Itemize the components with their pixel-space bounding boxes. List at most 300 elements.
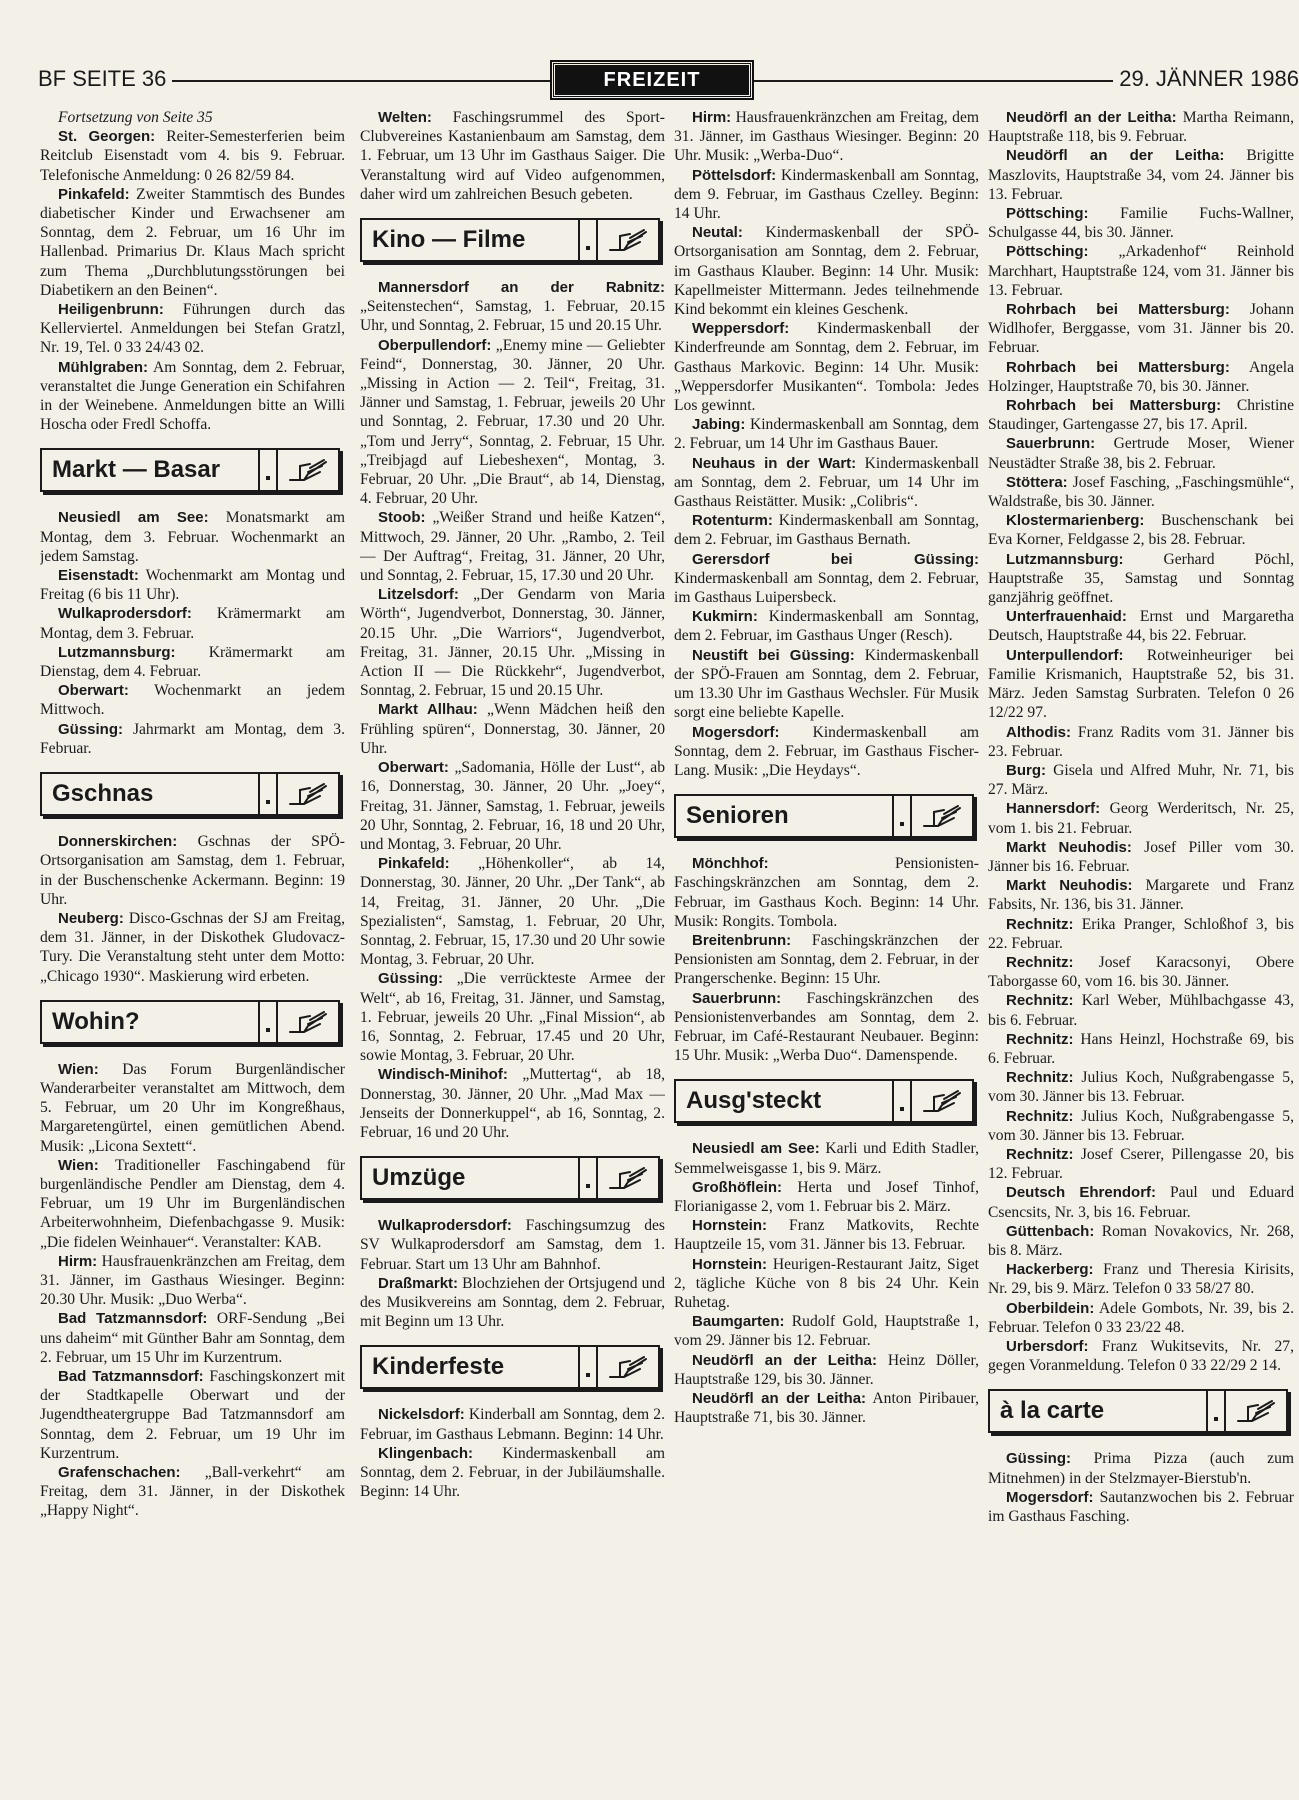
listing-place: Baumgarten: [692,1313,785,1331]
listing-place: Pöttelsdorf: [692,166,777,184]
column-1 [40,108,345,1788]
listing-text: Hans Heinzl, Hochstraße 69, bis 6. Februar. [988,1030,1294,1067]
pointing-hand-icon [598,1347,658,1387]
listing-text: „Höhenkoller“, ab 14, Donnerstag, 30. Jänner, 20 Uhr. „Der Tank“, ab 14, Freitag, 31. Jänner, 20 Uhr. „Die Spezialisten“, Samstag, 1. Februar, 20 Uhr, Sonntag, 2. Februar, 15, 17.30 und 20 Uhr sowie Montag, 3. Februar, 20 Uhr. [360,855,665,969]
listing-place: Stöttera: [1006,473,1068,491]
listing-text: „Seitenstechen“, Samstag, 1. Februar, 20.15 Uhr, und Sonntag, 2. Februar, 15 und 20.15 Uhr. [360,298,665,335]
listing-place: Güssing: [378,970,444,988]
listing-entry [360,758,665,854]
listing-entry [674,607,979,645]
listing-entry [360,700,665,758]
listing-entry [360,1216,665,1274]
box-divider [580,220,598,260]
listing-text: Heinz Döller, Hauptstraße 129, bis 30. Jänner. [674,1351,979,1388]
listing-entry [40,1252,345,1310]
listing-place: Deutsch Ehrendorf: [1006,1184,1157,1202]
pointing-hand-icon [598,1158,658,1198]
listing-entry [988,108,1294,146]
listing-entry [674,989,979,1066]
listing-place: St. Georgen: [58,128,156,146]
listing-entry [988,396,1294,434]
listing-entry [988,1183,1294,1221]
listing-place: Neudörfl an der Leitha: [692,1389,867,1407]
listing-entry [40,681,345,719]
listing-place: Kukmirn: [692,608,758,626]
pointing-hand-icon [1226,1391,1286,1431]
listing-text: Hausfrauenkränzchen am Freitag, dem 31. Jänner, im Gasthaus Wiesinger. Beginn: 20 Uhr. Musik: „Werba-Duo“. [674,109,979,165]
listing-place: Markt Neuhodis: [1006,838,1132,856]
column-4 [988,108,1294,1788]
listing-entry [360,1065,665,1142]
listing-place: Markt Neuhodis: [1006,877,1133,895]
listing-place: Rohrbach bei Mattersburg: [1006,301,1230,319]
listing-place: Windisch-Minihof: [378,1066,508,1084]
listing-entry [40,720,345,758]
listing-place: Oberwart: [58,682,129,700]
listing-place: Güssing: [1006,1450,1072,1468]
listing-text: Faschingskränzchen des Pensionistenverbandes am Sonntag, dem 2. Februar, im Café-Restaurant Neubauer. Beginn: 15 Uhr. Musik: „Werba Duo“. Damenspende. [674,989,979,1065]
listing-entry [674,550,979,608]
listing-text: „Der Gendarm von Maria Wörth“, Jugendverbot, Donnerstag, 30. Jänner, 20.15 Uhr. „Die Warriors“, Jugendverbot, Freitag, 31. Jänner, 20.15 Uhr. „Missing in Action II — Die Rückkehr“, Jugendverbot, Sonntag, 2. Februar, 15 und 20.15 Uhr. [360,586,665,700]
listing-place: Hornstein: [692,1255,767,1273]
listing-text: Hausfrauenkränzchen am Freitag, dem 31. Jänner, im Gasthaus Wiesinger. Beginn: 20.30 Uhr. Musik: „Duo Werba“. [40,1252,345,1309]
listing-text: „Wenn Mädchen heiß den Frühling spüren“, Donnerstag, 30. Jänner, 20 Uhr. [360,701,665,757]
listing-place: Weppersdorf: [692,320,790,338]
pointing-hand-icon [598,220,658,260]
listing-place: Oberbildein: [1006,1299,1095,1317]
listing-text: Kindermaskenball der Kinderfreunde am Sonntag, dem 2. Februar, im Gasthaus Markovic. Beginn: 14 Uhr. Musik: „Weppersdorfer Musikanten“. Tombola: Jedes Los gewinnt. [674,320,979,415]
listing-entry [988,1488,1294,1526]
listing-place: Oberwart: [378,759,449,777]
listing-text: Brigitte Maszlovits, Hauptstraße 34, vom 24. Jänner bis 13. Februar. [988,147,1294,203]
listing-entry [988,761,1294,799]
listing-entry [988,242,1294,300]
pointing-hand-icon [912,796,972,836]
listing-place: Güssing: [58,720,124,738]
listing-entry [360,1274,665,1332]
pointing-hand-icon [278,1002,338,1042]
listing-entry [360,1444,665,1502]
listing-place: Neutal: [692,224,743,242]
listing-entry [674,1178,979,1216]
listing-text: „Arkadenhof“ Reinhold Marchhart, Hauptstraße 124, vom 31. Jänner bis 13. Februar. [988,243,1294,299]
listing-text: Gisela und Alfred Muhr, Nr. 71, bis 27. März. [988,761,1294,799]
listing-entry [674,931,979,989]
listing-text: „Sadomania, Hölle der Lust“, ab 16, Donnerstag, 30. Jänner, 20 Uhr. „Joey“, Freitag, 31. Jänner, Samstag, 1. Februar, jeweils 20 Uhr, Sonntag, 2. Februar, 16, 18 und 20 Uhr, und Montag, 3. Februar, 20 Uhr. [360,759,665,853]
column-2 [360,108,665,1788]
category-title: Wohin? [42,1002,260,1042]
listing-place: Pöttsching: [1006,205,1089,223]
listing-entry [674,108,979,166]
listing-text: Zweiter Stammtisch des Bundes diabetischer Kinder und Erwachsener am Sonntag, dem 2. Februar, um 16 Uhr im Hallenbad. Primarius Dr. Klaus Mach spricht zum Thema „Durchblutungsstörungen bei Diabetikern an den Beinen“. [40,185,345,299]
listing-place: Rechnitz: [1006,1030,1074,1048]
listing-text: Krämermarkt am Dienstag, dem 4. Februar. [40,643,345,681]
listing-text: „Weißer Strand und heiße Katzen“, Mittwoch, 29. Jänner, 20 Uhr. „Rambo, 2. Teil — Der Auftrag“, Freitag, 31. Jänner, 20 Uhr, und Sonntag, 2. Februar, 15, 17.30 und 20 Uhr. [360,509,665,585]
listing-entry [674,511,979,549]
listing-place: Oberpullendorf: [378,336,492,354]
listing-text: Julius Koch, Nußgrabengasse 5, vom 30. Jänner bis 13. Februar. [988,1069,1294,1106]
listing-text: Kindermaskenball am Sonntag, dem 2. Februar, in der Jubiläumshalle. Beginn: 14 Uhr. [360,1444,665,1501]
pointing-hand-icon [278,450,338,490]
listing-text: Pensionisten-Faschingskränzchen am Sonntag, dem 2. Februar, im Gasthaus Koch. Beginn: 14 Uhr. Musik: Rongits. Tombola. [674,855,979,930]
listing-entry [674,723,979,781]
listing-text: Georg Werderitsch, Nr. 25, vom 1. bis 21. Februar. [988,800,1294,837]
listing-entry [988,146,1294,204]
listing-entry [988,953,1294,991]
listing-entry [360,108,665,204]
box-divider [894,1081,912,1121]
listing-entry [988,434,1294,472]
listing-entry [988,1145,1294,1183]
listing-place: Klostermarienberg: [1006,512,1145,530]
listing-entry [40,1463,345,1521]
category-box-gschnas [40,772,340,816]
listing-place: Lutzmannsburg: [1006,550,1124,568]
listing-place: Althodis: [1006,723,1071,741]
listing-text: Faschingsumzug des SV Wulkaprodersdorf am Samstag, dem 1. Februar. Start um 13 Uhr am Bahnhof. [360,1217,665,1273]
listing-entry [988,723,1294,761]
listing-place: Hannersdorf: [1006,800,1101,818]
listing-entry [40,300,345,358]
listing-text: Gerhard Pöchl, Hauptstraße 35, Samstag und Sonntag ganzjährig geöffnet. [988,550,1294,607]
listing-place: Hirm: [692,109,732,126]
listing-place: Neustift bei Güssing: [692,646,855,664]
box-divider [260,450,278,490]
listing-place: Hirm: [58,1252,98,1270]
listing-text: „Enemy mine — Geliebter Feind“, Donnerstag, 30. Jänner, 20 Uhr. „Missing in Action — 2. Teil“, Freitag, 31. Jänner und Samstag, 1. Februar, jeweils 20 Uhr und Sonntag, 2. Februar, 17.30 und 20 Uhr. „Tom und Jerry“, Sonntag, 2. Februar, 15 Uhr. „Treibjagd auf Liebeshexen“, Montag, 3. Februar, 20 Uhr. „Die Braut“, ab 14, Dienstag, 4. Februar, 20 Uhr. [360,336,665,508]
listing-text: Wochenmarkt an jedem Mittwoch. [40,682,345,719]
listing-place: Mannersdorf an der Rabnitz: [378,279,665,297]
listing-entry [988,607,1294,645]
listing-text: Josef Cserer, Pillengasse 20, bis 12. Februar. [988,1145,1294,1183]
listing-entry [674,1255,979,1313]
listing-text: Heurigen-Restaurant Jaitz, Siget 2, tägliche Küche von 8 bis 24 Uhr. Kein Ruhetag. [674,1255,979,1311]
listing-text: „Ball-verkehrt“ am Freitag, dem 31. Jänner, in der Diskothek „Happy Night“. [40,1463,345,1520]
listing-entry [988,204,1294,242]
listing-entry [988,1260,1294,1298]
listing-entry [40,909,345,986]
listing-text: Kindermaskenball am Sonntag, dem 2. Februar, um 14 Uhr im Gasthaus Bauer. [674,416,979,453]
listing-text: Familie Fuchs-Wallner, Schulgasse 44, bis 30. Jänner. [988,205,1294,242]
listing-text: Disco-Gschnas der SJ am Freitag, dem 31. Jänner, in der Diskothek Gludovacz-Tury. Die Veranstaltung steht unter dem Motto: „Chicago 1930“. Maskierung wird erbeten. [40,909,345,985]
listing-entry [40,1367,345,1463]
listing-entry [988,1337,1294,1375]
listing-place: Lutzmannsburg: [58,643,176,661]
listing-place: Bad Tatzmannsdorf: [58,1367,204,1385]
listing-text: Erika Pranger, Schloßhof 3, bis 22. Februar. [988,915,1294,952]
listing-text: Julius Koch, Nußgrabengasse 5, vom 30. Jänner bis 13. Februar. [988,1107,1294,1144]
category-title: Ausg'steckt [676,1081,894,1121]
listing-entry [360,969,665,1065]
category-box-wohin [40,1000,340,1044]
listing-entry [988,838,1294,876]
listing-place: Rohrbach bei Mattersburg: [1006,397,1222,415]
listing-text: Franz Radits vom 31. Jänner bis 23. Februar. [988,723,1294,760]
listing-place: Welten: [378,109,432,126]
listing-place: Pinkafeld: [378,855,450,873]
listing-text: Gschnas der SPÖ-Ortsorganisation am Samstag, dem 1. Februar, in der Buschenschenke Ackermann. Beginn: 19 Uhr. [40,833,345,908]
box-divider [1208,1391,1226,1431]
listing-entry [988,876,1294,914]
listing-text: Christine Staudinger, Gartengasse 27, bis 17. April. [988,397,1294,434]
listing-place: Urbersdorf: [1006,1338,1089,1355]
listing-place: Wien: [58,1156,99,1174]
listing-entry [674,1216,979,1254]
listing-place: Neusiedl am See: [58,509,209,527]
listing-entry [40,358,345,435]
listing-entry [360,585,665,700]
listing-text: Kindermaskenball am Sonntag, dem 9. Februar, im Gasthaus Czelley. Beginn: 14 Uhr. [674,166,979,223]
listing-place: Rechnitz: [1006,1107,1074,1125]
listing-text: Josef Karacsonyi, Obere Taborgasse 60, vom 16. bis 30. Jänner. [988,953,1294,991]
listing-place: Grafenschachen: [58,1463,181,1481]
listing-entry [988,1107,1294,1145]
listing-text: Margarete und Franz Fabsits, Nr. 136, bis 31. Jänner. [988,877,1294,914]
page-header [38,58,1299,104]
listing-place: Rotenturm: [692,512,773,530]
category-box-la-carte [988,1389,1288,1433]
listing-text: Buschenschank bei Eva Korner, Feldgasse 2, bis 28. Februar. [988,512,1294,549]
listing-place: Wulkaprodersdorf: [58,605,192,623]
listing-place: Unterfrauenhaid: [1006,608,1127,626]
listing-text: Prima Pizza (auch zum Mitnehmen) in der Stelzmayer-Bierstub'n. [988,1450,1294,1487]
listing-text: Roman Novakovics, Nr. 268, bis 8. März. [988,1222,1294,1259]
listing-text: Gertrude Moser, Wiener Neustädter Straße 38, bis 2. Februar. [988,435,1294,472]
listing-entry [40,1060,345,1156]
listing-place: Litzelsdorf: [378,586,459,604]
listing-entry [674,223,979,319]
listing-text: Josef Piller vom 30. Jänner bis 16. Februar. [988,838,1294,875]
listing-entry [674,1312,979,1350]
listing-entry [360,336,665,509]
listing-text: Kinderball am Sonntag, dem 2. Februar, im Gasthaus Lebmann. Beginn: 14 Uhr. [360,1406,665,1443]
listing-place: Burg: [1006,761,1046,779]
listing-place: Draßmarkt: [378,1274,459,1292]
listing-text: Am Sonntag, dem 2. Februar, veranstaltet die Junge Generation ein Schifahren in der Weinebene. Anmeldungen bitte an Willi Hoscha oder Fredl Schoffa. [40,358,345,434]
listing-place: Donnerskirchen: [58,833,178,851]
box-divider [260,1002,278,1042]
listing-place: Mogersdorf: [1006,1488,1094,1506]
listing-entry [988,1030,1294,1068]
listing-text: Blochziehen der Ortsjugend und des Musikvereins am Sonntag, dem 2. Februar, mit Beginn um 13 Uhr. [360,1274,665,1331]
listing-entry [360,854,665,969]
listing-place: Heiligenbrunn: [58,301,164,319]
listing-place: Rechnitz: [1006,1069,1074,1087]
listing-place: Breitenbrunn: [692,931,792,949]
listing-text: Karl Weber, Mühlbachgasse 43, bis 6. Februar. [988,992,1294,1029]
listing-entry [674,454,979,512]
listing-entry [988,358,1294,396]
listing-place: Sauerbrunn: [692,989,782,1007]
section-title: FREIZEIT [552,62,752,98]
listing-entry [988,550,1294,608]
listing-text: Faschingskränzchen der Pensionisten am Sonntag, dem 2. Februar, in der Prangerschenke. Beginn: 15 Uhr. [674,931,979,988]
listing-entry [988,915,1294,953]
listing-text: Das Forum Burgenländischer Wanderarbeiter veranstaltet am Mittwoch, dem 5. Februar, um 20 Uhr im Kongreßhaus, Margaretengürtel, einen gemütlichen Abend. Musik: „Licona Sextett“. [40,1060,345,1155]
listing-place: Nickelsdorf: [378,1406,465,1424]
listing-entry [40,1156,345,1252]
listing-entry [40,643,345,681]
listing-entry [40,508,345,566]
listing-entry [674,415,979,453]
category-title: Gschnas [42,774,260,814]
listing-entry [674,854,979,931]
listing-entry [674,1351,979,1389]
listing-place: Neudörfl an der Leitha: [1006,147,1225,165]
listing-text: Angela Holzinger, Hauptstraße 70, bis 30. Jänner. [988,358,1294,395]
listing-entry [40,566,345,604]
listing-entry [988,1068,1294,1106]
continuation-note: Fortsetzung von Seite 35 [58,109,213,126]
listing-place: Neuhaus in der Wart: [692,454,857,472]
listing-entry [40,1309,345,1367]
listing-place: Neudörfl an der Leitha: [692,1351,877,1369]
listing-text: Rudolf Gold, Hauptstraße 1, vom 29. Jänner bis 12. Februar. [674,1313,979,1350]
listing-entry [360,1405,665,1443]
page-number: BF SEITE 36 [38,66,172,92]
listing-place: Bad Tatzmannsdorf: [58,1310,208,1328]
listing-text: Monatsmarkt am Montag, dem 3. Februar. Wochenmarkt an jedem Samstag. [40,509,345,565]
listing-place: Rechnitz: [1006,992,1074,1010]
category-title: Umzüge [362,1158,580,1198]
listing-text: Adele Gombots, Nr. 39, bis 2. Februar. Telefon 0 33 23/22 48. [988,1299,1294,1336]
listing-place: Sauerbrunn: [1006,435,1096,453]
listing-place: Großhöflein: [692,1178,782,1196]
listing-place: Stoob: [378,509,426,527]
listing-entry [988,646,1294,723]
listing-entry [988,799,1294,837]
listing-place: Neudörfl an der Leitha: [1006,109,1177,126]
listing-text: „Die verrückteste Armee der Welt“, ab 16, Freitag, 31. Jänner, und Samstag, 1. Februar, jeweils 20 Uhr. „Final Mission“, ab 16, Sonntag, 2. Februar, 17.45 und 20 Uhr, sowie Montag, 3. Februar, 20 Uhr. [360,970,665,1065]
listing-text: Ernst und Margaretha Deutsch, Hauptstraße 44, bis 22. Februar. [988,608,1294,645]
listing-text: Anton Piribauer, Hauptstraße 71, bis 30. Jänner. [674,1389,979,1427]
listing-text: Kindermaskenball am Sonntag, dem 2. Februar, um 14 Uhr im Gasthaus Reistätter. Musik: „Colibris“. [674,454,979,511]
category-box-kinderfeste [360,1345,660,1389]
listing-place: Wien: [58,1060,99,1078]
listing-place: Klingenbach: [378,1444,474,1462]
listing-entry [988,511,1294,549]
listing-entry [988,991,1294,1029]
listing-entry [988,1449,1294,1487]
listing-text: Kindermaskenball am Sonntag, dem 2. Februar, im Gasthaus Luipersbeck. [674,569,979,607]
listing-text: Franz Matkovits, Rechte Hauptzeile 15, vom 31. Jänner bis 13. Februar. [674,1217,979,1254]
listing-entry [40,604,345,642]
listing-entry [360,508,665,585]
listing-text: Josef Fasching, „Faschingsmühle“, Waldstraße, bis 30. Jänner. [988,473,1294,511]
pointing-hand-icon [912,1081,972,1121]
listing-text: Franz und Theresia Kirisits, Nr. 29, bis 9. März. Telefon 0 33 58/27 80. [988,1261,1294,1298]
category-box-kino-filme [360,218,660,262]
category-box-markt-basar [40,448,340,492]
listing-entry [988,1222,1294,1260]
listing-place: Mühlgraben: [58,358,148,376]
listing-entry [988,300,1294,358]
listing-text: Sautanzwochen bis 2. Februar im Gasthaus Fasching. [988,1488,1294,1526]
category-title: Kinderfeste [362,1347,580,1387]
listing-text: Franz Wukitsevits, Nr. 27, gegen Voranmeldung. Telefon 0 33 22/29 2 14. [988,1338,1294,1375]
category-box-umz-ge [360,1156,660,1200]
column-3 [674,108,979,1788]
listing-place: Neusiedl am See: [692,1140,820,1158]
listing-text: Wochenmarkt am Montag und Freitag (6 bis 11 Uhr). [40,567,345,604]
listing-place: Mönchhof: [692,855,769,873]
listing-text: Paul und Eduard Csencsits, Nr. 3, bis 16. Februar. [988,1184,1294,1221]
listing-text: Kindermaskenball der SPÖ-Ortsorganisation am Sonntag, dem 2. Februar, im Gasthaus Klauber. Beginn: 14 Uhr. Musik: Kapellmeister Mittermann. Jedes teilnehmende Kind bekommt ein kleines Geschenk. [674,224,979,319]
listing-entry [40,832,345,909]
listing-place: Hackerberg: [1006,1261,1094,1279]
listing-text: Rotweinheuriger bei Familie Krismanich, Hauptstraße 52, bis 31. März. Jeden Samstag Surbraten. Telefon 0 26 12/22 97. [988,646,1294,722]
listing-text: Kindermaskenball am Sonntag, dem 2. Februar, im Gasthaus Bernath. [674,512,979,549]
listing-place: Rechnitz: [1006,915,1074,933]
listing-entry [674,166,979,224]
category-box-senioren [674,794,974,838]
listing-place: Gerersdorf bei Güssing: [692,550,979,568]
listing-text: ORF-Sendung „Bei uns daheim“ mit Günther Bahr am Sonntag, dem 2. Februar, um 15 Uhr im Kurzentrum. [40,1310,345,1366]
listing-place: Pinkafeld: [58,185,130,203]
listing-place: Jabing: [692,416,746,434]
listing-text: Führungen durch das Kellerviertel. Anmeldungen bei Stefan Gratzl, Nr. 19, Tel. 0 33 24/43 02. [40,301,345,357]
listing-text: Herta und Josef Tinhof, Florianigasse 2, vom 1. Februar bis 2. März. [674,1178,979,1215]
listing-place: Wulkaprodersdorf: [378,1217,512,1235]
listing-text: Martha Reimann, Hauptstraße 118, bis 9. Februar. [988,109,1294,146]
listing-place: Mogersdorf: [692,723,780,741]
listing-text: „Muttertag“, ab 18, Donnerstag, 30. Jänner, 20 Uhr. „Mad Max — Jenseits der Donnerkuppel“, ab 16, Sonntag, 2. Februar, 16 und 20 Uhr. [360,1066,665,1141]
listing-text: Krämermarkt am Montag, dem 3. Februar. [40,605,345,642]
box-divider [260,774,278,814]
box-divider [580,1347,598,1387]
listing-text: Faschingsrummel des Sport-Clubvereines Kastanienbaum am Samstag, dem 1. Februar, um 13 Uhr im Gasthaus Saiger. Die Veranstaltung wird auf Video aufgenommen, daher wird um zahlreichen Besuch gebeten. [360,109,665,203]
listing-place: Rechnitz: [1006,1145,1074,1163]
category-title: Senioren [676,796,894,836]
listing-place: Rohrbach bei Mattersburg: [1006,358,1230,376]
listing-entry [674,1139,979,1177]
listing-text: Kindermaskenball am Sonntag, dem 2. Februar, im Gasthaus Unger (Resch). [674,608,979,645]
listing-entry [988,473,1294,511]
category-box-ausg-steckt [674,1079,974,1123]
category-title: à la carte [990,1391,1208,1431]
listing-place: Neuberg: [58,909,124,927]
listing-text: Karli und Edith Stadler, Semmelweisgasse 1, bis 9. März. [674,1140,979,1177]
listing-place: Güttenbach: [1006,1222,1095,1240]
listing-text: Kindermaskenball der SPÖ-Frauen am Sonntag, dem 2. Februar, um 13.30 Uhr im Gasthaus Wechsler. Für Musik sorgt eine beliebte Kapelle. [674,646,979,722]
listing-place: Rechnitz: [1006,953,1074,971]
box-divider [580,1158,598,1198]
listing-place: Eisenstadt: [58,567,139,585]
listing-text: Kindermaskenball am Sonntag, dem 2. Februar, im Gasthaus Fischer-Lang. Musik: „Die Heydays“. [674,723,979,779]
category-title: Kino — Filme [362,220,580,260]
listing-entry [674,1389,979,1427]
listing-entry [674,646,979,723]
listing-entry [40,185,345,300]
listing-text: Faschingskonzert mit der Stadtkapelle Oberwart und der Jugendtheatergruppe Bad Tatzmannsdorf am Sonntag, dem 2. Februar, um 19 Uhr im Kurzentrum. [40,1367,345,1462]
listing-text: Johann Widlhofer, Berggasse, vom 31. Jänner bis 20. Februar. [988,301,1294,357]
listing-place: Pöttsching: [1006,243,1089,261]
listing-place: Unterpullendorf: [1006,646,1124,664]
listing-text: Jahrmarkt am Montag, dem 3. Februar. [40,720,345,757]
listing-entry [360,278,665,336]
listing-place: Markt Allhau: [378,701,478,719]
listing-entry [674,319,979,415]
category-title: Markt — Basar [42,450,260,490]
listing-place: Hornstein: [692,1217,767,1235]
listing-text: Reiter-Semesterferien beim Reitclub Eisenstadt vom 4. bis 9. Februar. Telefonische Anmeldung: 0 26 82/59 84. [40,128,345,184]
issue-date: 29. JÄNNER 1986 [1113,66,1299,92]
listing-text: Traditioneller Faschingabend für burgenländische Pendler am Dienstag, dem 4. Februar, um 19 Uhr im Burgenländischen Arbeiterwohnheim, Diefenbachgasse 9. Musik: „Die fidelen Weinhauer“. Veranstalter: KAB. [40,1156,345,1251]
pointing-hand-icon [278,774,338,814]
listing-entry [40,127,345,185]
box-divider [894,796,912,836]
listing-entry [988,1299,1294,1337]
